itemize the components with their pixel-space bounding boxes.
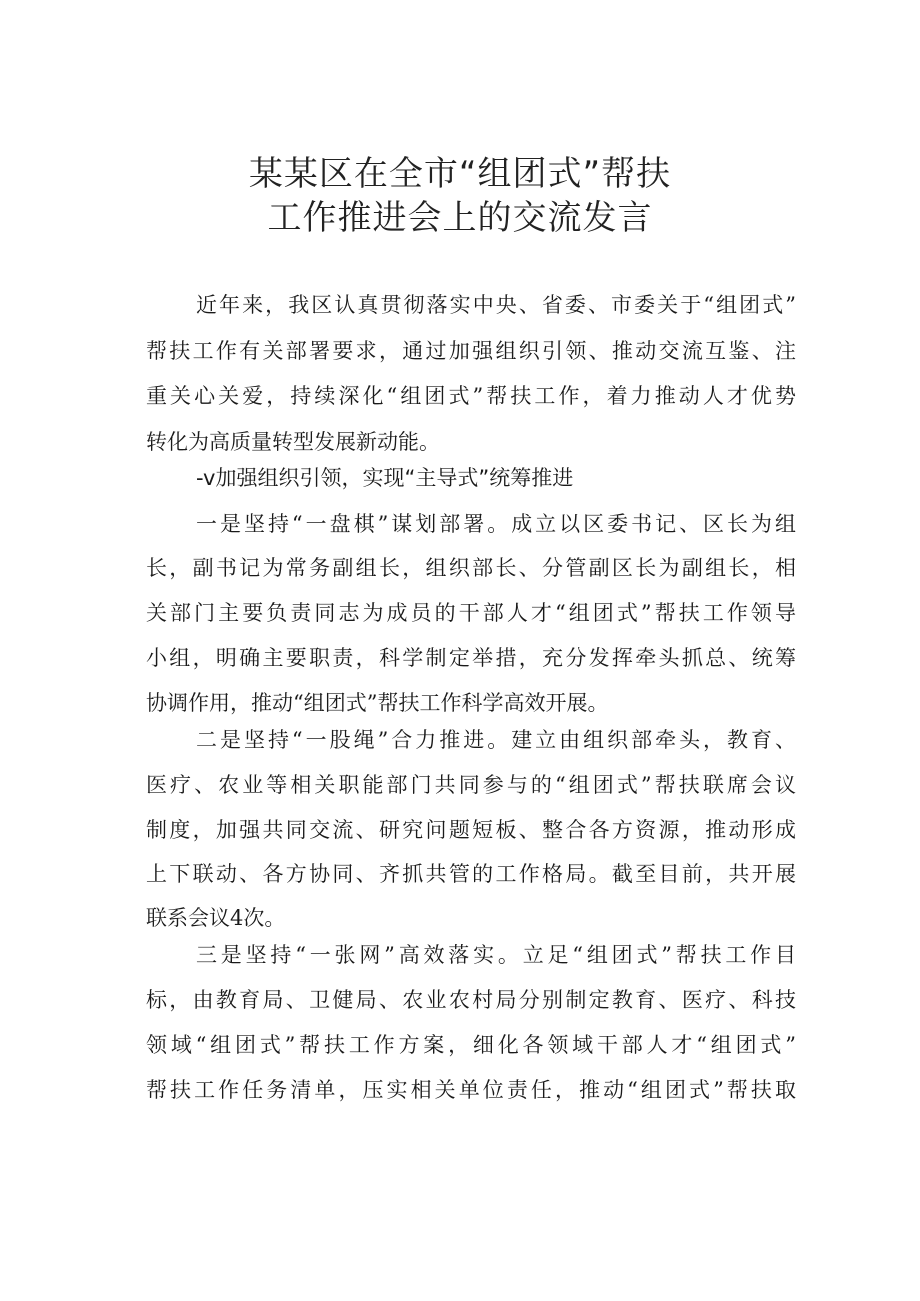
paragraph-line: 制度，加强共同交流、研究问题短板、整合各方资源，推动形成	[146, 818, 796, 842]
paragraph-line: 三是坚持“一张网”高效落实。立足“组团式”帮扶工作目	[196, 943, 796, 967]
paragraph-line: 二是坚持“一股绳”合力推进。建立由组织部牵头，教育、	[196, 728, 796, 752]
paragraph-line: 上下联动、各方协同、齐抓共管的工作格局。截至目前，共开展	[146, 862, 796, 886]
document-title-line-1: 某某区在全市“组团式”帮扶	[248, 154, 672, 194]
paragraph-line: 帮扶工作有关部署要求，通过加强组织引领、推动交流互鉴、注	[146, 339, 796, 363]
paragraph-line: 医疗、农业等相关职能部门共同参与的“组团式”帮扶联席会议	[146, 773, 796, 797]
paragraph-line: 转化为高质量转型发展新动能。	[146, 430, 440, 454]
paragraph-line: 领域“组团式”帮扶工作方案，细化各领域干部人才“组团式”	[146, 1033, 796, 1057]
paragraph-line: 一是坚持“一盘棋”谋划部署。成立以区委书记、区长为组	[196, 512, 796, 536]
section-heading: -v加强组织引领，实现“主导式”统筹推进	[196, 466, 574, 490]
paragraph-line: 重关心关爱，持续深化“组团式”帮扶工作，着力推动人才优势	[146, 384, 796, 408]
paragraph-line: 长，副书记为常务副组长，组织部长、分管副区长为副组长，相	[146, 556, 796, 580]
document-title-line-2: 工作推进会上的交流发言	[267, 198, 653, 238]
paragraph-line: 近年来，我区认真贯彻落实中央、省委、市委关于“组团式”	[196, 293, 796, 317]
paragraph-line: 关部门主要负责同志为成员的干部人才“组团式”帮扶工作领导	[146, 601, 796, 625]
paragraph-line: 帮扶工作任务清单，压实相关单位责任，推动“组团式”帮扶取	[146, 1078, 796, 1102]
paragraph-line: 联系会议4次。	[146, 906, 286, 930]
paragraph-line: 协调作用，推动“组团式”帮扶工作科学高效开展。	[146, 691, 609, 715]
paragraph-line: 小组，明确主要职责，科学制定举措，充分发挥牵头抓总、统筹	[146, 646, 796, 670]
paragraph-line: 标，由教育局、卫健局、农业农村局分别制定教育、医疗、科技	[146, 988, 796, 1012]
